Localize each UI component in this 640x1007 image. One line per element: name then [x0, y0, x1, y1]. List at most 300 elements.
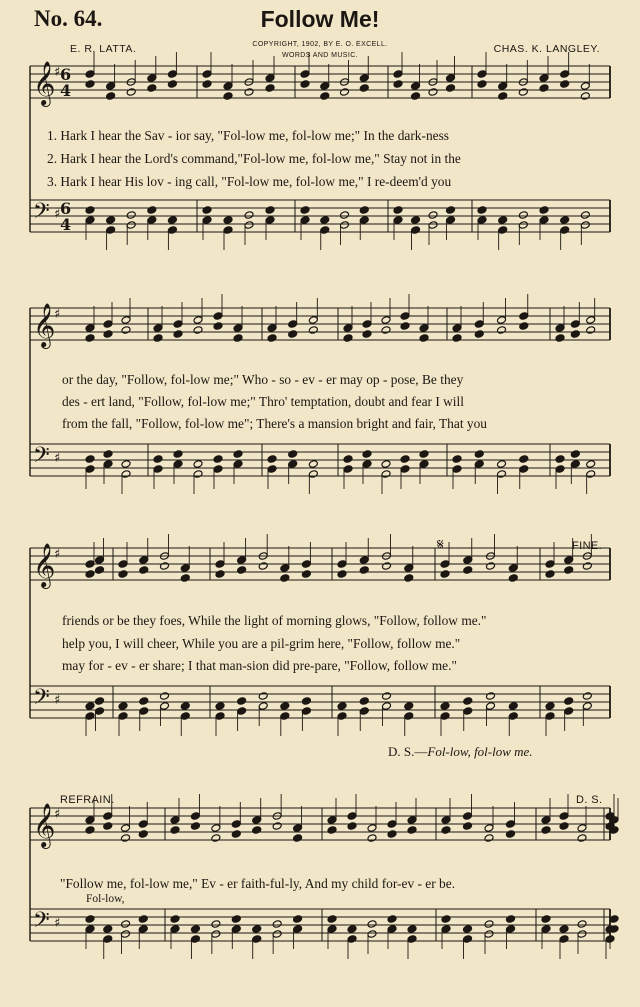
bass-note — [293, 915, 303, 924]
treble-note — [103, 812, 113, 821]
bass-note — [244, 221, 254, 230]
treble-note — [180, 564, 190, 573]
words-and-music-line: WORDS AND MUSIC. — [281, 52, 358, 59]
bass-note — [237, 697, 247, 706]
bass-note — [160, 692, 170, 701]
bass-note — [301, 697, 311, 706]
bass-note — [508, 712, 518, 721]
bass-note — [308, 470, 318, 479]
bass-note — [173, 450, 183, 459]
treble-note — [170, 826, 180, 835]
treble-note — [367, 834, 377, 843]
bass-note — [545, 702, 555, 711]
bass-note — [486, 702, 496, 711]
bass-note — [463, 707, 473, 716]
bass-note — [288, 460, 298, 469]
bass-note — [382, 692, 392, 701]
bass-note — [564, 697, 574, 706]
treble-note — [559, 822, 569, 831]
treble-note — [215, 560, 225, 569]
treble-note — [190, 822, 200, 831]
treble-note — [340, 88, 350, 97]
treble-note — [85, 70, 95, 79]
bass-note — [327, 915, 337, 924]
treble-note — [202, 70, 212, 79]
bass-note — [586, 470, 596, 479]
treble-note — [233, 334, 243, 343]
treble-note — [580, 82, 590, 91]
bass-note — [582, 692, 592, 701]
bass-note — [519, 465, 529, 474]
bass-note — [252, 925, 262, 934]
bass-note — [570, 450, 580, 459]
treble-note — [139, 566, 149, 575]
treble-note — [121, 326, 131, 335]
treble-note — [441, 816, 451, 825]
treble-note — [508, 564, 518, 573]
treble-note — [103, 330, 113, 339]
bass-note — [252, 935, 262, 944]
bass-note — [419, 450, 429, 459]
treble-note — [85, 570, 95, 579]
treble-note — [359, 74, 369, 83]
bass-note — [541, 925, 551, 934]
treble-note — [545, 560, 555, 569]
treble-note — [258, 562, 268, 571]
bass-note — [446, 206, 456, 215]
bass-note — [320, 226, 330, 235]
treble-note — [190, 812, 200, 821]
treble-note — [118, 560, 128, 569]
bass-note — [170, 915, 180, 924]
treble-note — [223, 82, 233, 91]
treble-note — [85, 324, 95, 333]
bass-note — [347, 935, 357, 944]
bass-note — [267, 465, 277, 474]
treble-clef-icon: 𝄞 — [33, 303, 56, 347]
treble-note — [343, 324, 353, 333]
treble-note — [541, 826, 551, 835]
bass-note — [193, 470, 203, 479]
treble-note — [477, 80, 487, 89]
bass-note — [193, 460, 203, 469]
time-signature: 6 — [60, 65, 72, 84]
treble-clef-icon: 𝄞 — [33, 61, 56, 105]
treble-note — [564, 556, 574, 565]
bass-note — [477, 216, 487, 225]
ds-end-mark: D. S. — [576, 794, 603, 806]
segno-mark: 𝄋 — [437, 537, 444, 554]
treble-note — [564, 566, 574, 575]
treble-note — [308, 326, 318, 335]
bass-note — [586, 460, 596, 469]
treble-note — [411, 82, 421, 91]
treble-note — [570, 330, 580, 339]
bass-note — [153, 455, 163, 464]
bass-note — [407, 935, 417, 944]
treble-note — [308, 316, 318, 325]
treble-note — [272, 822, 282, 831]
bass-note — [539, 216, 549, 225]
bass-note — [452, 465, 462, 474]
treble-note — [95, 556, 105, 565]
treble-note — [560, 70, 570, 79]
bass-note — [555, 465, 565, 474]
treble-note — [244, 88, 254, 97]
bass-clef-icon: 𝄢 — [33, 443, 50, 473]
bass-note — [237, 707, 247, 716]
bass-note — [211, 920, 221, 929]
bass-note — [95, 707, 105, 716]
treble-note — [477, 70, 487, 79]
treble-clef-icon: 𝄞 — [33, 543, 56, 587]
treble-note — [559, 812, 569, 821]
treble-note — [211, 824, 221, 833]
treble-note — [497, 326, 507, 335]
treble-note — [126, 88, 136, 97]
bass-note — [147, 206, 157, 215]
bass-note — [190, 925, 200, 934]
bass-note — [560, 216, 570, 225]
treble-note — [147, 84, 157, 93]
treble-note — [506, 820, 516, 829]
bass-note — [147, 216, 157, 225]
bass-note — [359, 707, 369, 716]
bass-note — [213, 455, 223, 464]
treble-note — [463, 812, 473, 821]
bass-note — [400, 465, 410, 474]
treble-note — [518, 88, 528, 97]
verse1-line1: 1. Hark I hear the Sav - ior say, "Fol-low me, fol-low me;" In the dark-ness — [47, 128, 450, 143]
treble-note — [173, 320, 183, 329]
treble-note — [463, 556, 473, 565]
treble-note — [555, 334, 565, 343]
treble-note — [320, 82, 330, 91]
bass-note — [560, 226, 570, 235]
treble-note — [231, 820, 241, 829]
treble-note — [167, 70, 177, 79]
bass-note — [497, 470, 507, 479]
treble-note — [139, 556, 149, 565]
treble-note — [463, 822, 473, 831]
treble-note — [327, 826, 337, 835]
bass-note — [244, 211, 254, 220]
bass-note — [381, 460, 391, 469]
bass-note — [121, 930, 131, 939]
fine-mark: FINE. — [572, 540, 603, 552]
bass-note — [265, 206, 275, 215]
refrain-mark: REFRAIN. — [60, 794, 115, 806]
time-signature: 4 — [60, 81, 72, 100]
treble-note — [411, 92, 421, 101]
bass-note — [340, 211, 350, 220]
treble-note — [367, 824, 377, 833]
bass-note — [359, 697, 369, 706]
treble-note — [347, 822, 357, 831]
treble-note — [498, 92, 508, 101]
treble-note — [213, 312, 223, 321]
bass-note — [343, 455, 353, 464]
hymn-number: No. 64. — [34, 6, 103, 31]
bass-note — [118, 712, 128, 721]
bass-note — [463, 935, 473, 944]
bass-note — [393, 206, 403, 215]
bass-note — [441, 925, 451, 934]
bass-note — [215, 702, 225, 711]
bass-note — [85, 712, 95, 721]
bass-note — [577, 930, 587, 939]
treble-note — [301, 560, 311, 569]
treble-note — [211, 834, 221, 843]
treble-note — [237, 556, 247, 565]
bass-note — [367, 920, 377, 929]
treble-note — [147, 74, 157, 83]
treble-note — [215, 570, 225, 579]
bass-note — [180, 712, 190, 721]
verse2-line2: des - ert land, "Follow, fol-low me;" Thro' temptation, doubt and fear I will — [62, 394, 464, 409]
treble-note — [387, 830, 397, 839]
treble-note — [85, 826, 95, 835]
bass-note — [106, 216, 116, 225]
sharp-icon: ♯ — [54, 547, 61, 562]
treble-note — [280, 574, 290, 583]
verse2-line3: help you, I will cheer, While you are a pil-grim here, "Follow, follow me." — [62, 636, 461, 651]
treble-note — [327, 816, 337, 825]
treble-note — [498, 82, 508, 91]
treble-note — [580, 92, 590, 101]
bass-note — [280, 712, 290, 721]
bass-note — [233, 460, 243, 469]
treble-note — [121, 316, 131, 325]
verse3-line2: from the fall, "Follow, fol-low me"; There's a mansion bright and fair, That you — [62, 416, 487, 431]
treble-note — [484, 824, 494, 833]
bass-note — [180, 702, 190, 711]
bass-note — [564, 707, 574, 716]
bass-note — [300, 206, 310, 215]
treble-note — [545, 570, 555, 579]
bass-note — [411, 226, 421, 235]
hymn-title: Follow Me! — [260, 6, 380, 32]
treble-note — [193, 316, 203, 325]
bass-note — [498, 226, 508, 235]
refrain-lyrics: "Follow me, fol-low me," Ev - er faith-ful-ly, And my child for-ev - er be. — [60, 876, 456, 891]
treble-note — [428, 88, 438, 97]
treble-note — [474, 320, 484, 329]
bass-note — [95, 697, 105, 706]
bass-note — [202, 206, 212, 215]
treble-note — [267, 334, 277, 343]
treble-note — [441, 826, 451, 835]
bass-note — [267, 455, 277, 464]
bass-note — [506, 915, 516, 924]
bass-note — [190, 935, 200, 944]
bass-note — [85, 206, 95, 215]
bass-note — [167, 216, 177, 225]
sharp-icon: ♯ — [54, 807, 61, 822]
treble-note — [381, 326, 391, 335]
bass-note — [577, 920, 587, 929]
treble-note — [252, 816, 262, 825]
bass-note — [103, 450, 113, 459]
treble-note — [506, 830, 516, 839]
system-3 — [30, 534, 610, 736]
treble-note — [337, 570, 347, 579]
bass-note — [85, 455, 95, 464]
bass-note — [387, 925, 397, 934]
treble-note — [223, 92, 233, 101]
verse2-line1: 2. Hark I hear the Lord's command,"Fol-low me, fol-low me," Stay not in the — [47, 151, 461, 166]
bass-note — [293, 925, 303, 934]
treble-note — [300, 70, 310, 79]
ds-words: Fol-low, fol-low me. — [427, 744, 533, 759]
bass-note — [474, 450, 484, 459]
bass-note — [559, 935, 569, 944]
bass-note — [441, 915, 451, 924]
bass-note — [484, 920, 494, 929]
treble-note — [300, 80, 310, 89]
bass-note — [387, 915, 397, 924]
bass-note — [121, 460, 131, 469]
bass-note — [300, 216, 310, 225]
treble-note — [138, 830, 148, 839]
bass-note — [582, 702, 592, 711]
refrain-alto-lyric: Fol-low, — [86, 893, 125, 905]
treble-note — [419, 324, 429, 333]
treble-note — [288, 330, 298, 339]
treble-note — [180, 574, 190, 583]
bass-note — [167, 226, 177, 235]
bass-note — [258, 692, 268, 701]
treble-note — [293, 834, 303, 843]
treble-note — [153, 324, 163, 333]
bass-note — [215, 712, 225, 721]
bass-note — [446, 216, 456, 225]
bass-note — [555, 455, 565, 464]
bass-note — [327, 925, 337, 934]
treble-note — [393, 70, 403, 79]
bass-note — [440, 712, 450, 721]
bass-note — [359, 206, 369, 215]
bass-clef-icon: 𝄢 — [33, 199, 50, 229]
treble-note — [288, 320, 298, 329]
bass-note — [213, 465, 223, 474]
bass-note — [404, 712, 414, 721]
bass-note — [541, 915, 551, 924]
treble-note — [103, 822, 113, 831]
bass-note — [231, 915, 241, 924]
treble-note — [267, 324, 277, 333]
bass-note — [362, 450, 372, 459]
bass-note — [85, 915, 95, 924]
treble-note — [85, 334, 95, 343]
bass-note — [139, 707, 149, 716]
treble-note — [577, 824, 587, 833]
treble-note — [440, 560, 450, 569]
bass-note — [428, 221, 438, 230]
sharp-icon: ♯ — [54, 451, 61, 466]
treble-note — [138, 820, 148, 829]
time-signature: 4 — [60, 215, 72, 234]
verse1-line2: or the day, "Follow, fol-low me;" Who - so - ev - er may op - pose, Be they — [62, 372, 464, 387]
sharp-icon: ♯ — [54, 207, 61, 222]
bass-note — [103, 935, 113, 944]
bass-note — [382, 702, 392, 711]
treble-note — [387, 820, 397, 829]
bass-note — [103, 460, 113, 469]
bass-note — [518, 211, 528, 220]
bass-note — [508, 702, 518, 711]
treble-note — [400, 322, 410, 331]
treble-note — [577, 834, 587, 843]
treble-note — [381, 316, 391, 325]
treble-note — [541, 816, 551, 825]
sharp-icon: ♯ — [54, 307, 61, 322]
treble-note — [463, 566, 473, 575]
treble-note — [586, 316, 596, 325]
treble-note — [570, 320, 580, 329]
treble-note — [362, 320, 372, 329]
treble-note — [359, 84, 369, 93]
bass-note — [359, 216, 369, 225]
treble-note — [233, 324, 243, 333]
treble-note — [519, 322, 529, 331]
treble-note — [486, 562, 496, 571]
treble-note — [582, 562, 592, 571]
bass-note — [121, 920, 131, 929]
bass-note — [258, 702, 268, 711]
bass-note — [477, 206, 487, 215]
bass-note — [85, 702, 95, 711]
treble-note — [252, 826, 262, 835]
bass-note — [411, 216, 421, 225]
bass-note — [497, 460, 507, 469]
bass-note — [518, 221, 528, 230]
bass-note — [440, 702, 450, 711]
bass-note — [452, 455, 462, 464]
bass-note — [85, 925, 95, 934]
bass-note — [320, 216, 330, 225]
bass-note — [138, 915, 148, 924]
treble-note — [85, 816, 95, 825]
lyricist-credit: E. R. LATTA. — [70, 43, 137, 55]
treble-note — [167, 80, 177, 89]
treble-note — [407, 826, 417, 835]
bass-note — [173, 460, 183, 469]
bass-note — [404, 702, 414, 711]
verse3-line1: 3. Hark I hear His lov - ing call, "Fol-low me, fol-low me," I re-deem'd you — [47, 174, 452, 189]
bass-note — [337, 702, 347, 711]
bass-note — [400, 455, 410, 464]
treble-note — [337, 560, 347, 569]
treble-note — [320, 92, 330, 101]
ds-label: D. S.— — [388, 744, 428, 759]
bass-note — [570, 460, 580, 469]
bass-note — [337, 712, 347, 721]
bass-note — [233, 450, 243, 459]
bass-note — [484, 930, 494, 939]
sharp-icon: ♯ — [54, 693, 61, 708]
treble-note — [539, 84, 549, 93]
treble-note — [103, 320, 113, 329]
bass-note — [85, 216, 95, 225]
bass-note — [153, 465, 163, 474]
bass-note — [106, 226, 116, 235]
treble-note — [118, 570, 128, 579]
treble-note — [293, 824, 303, 833]
bass-note — [519, 455, 529, 464]
bass-note — [559, 925, 569, 934]
treble-note — [474, 330, 484, 339]
